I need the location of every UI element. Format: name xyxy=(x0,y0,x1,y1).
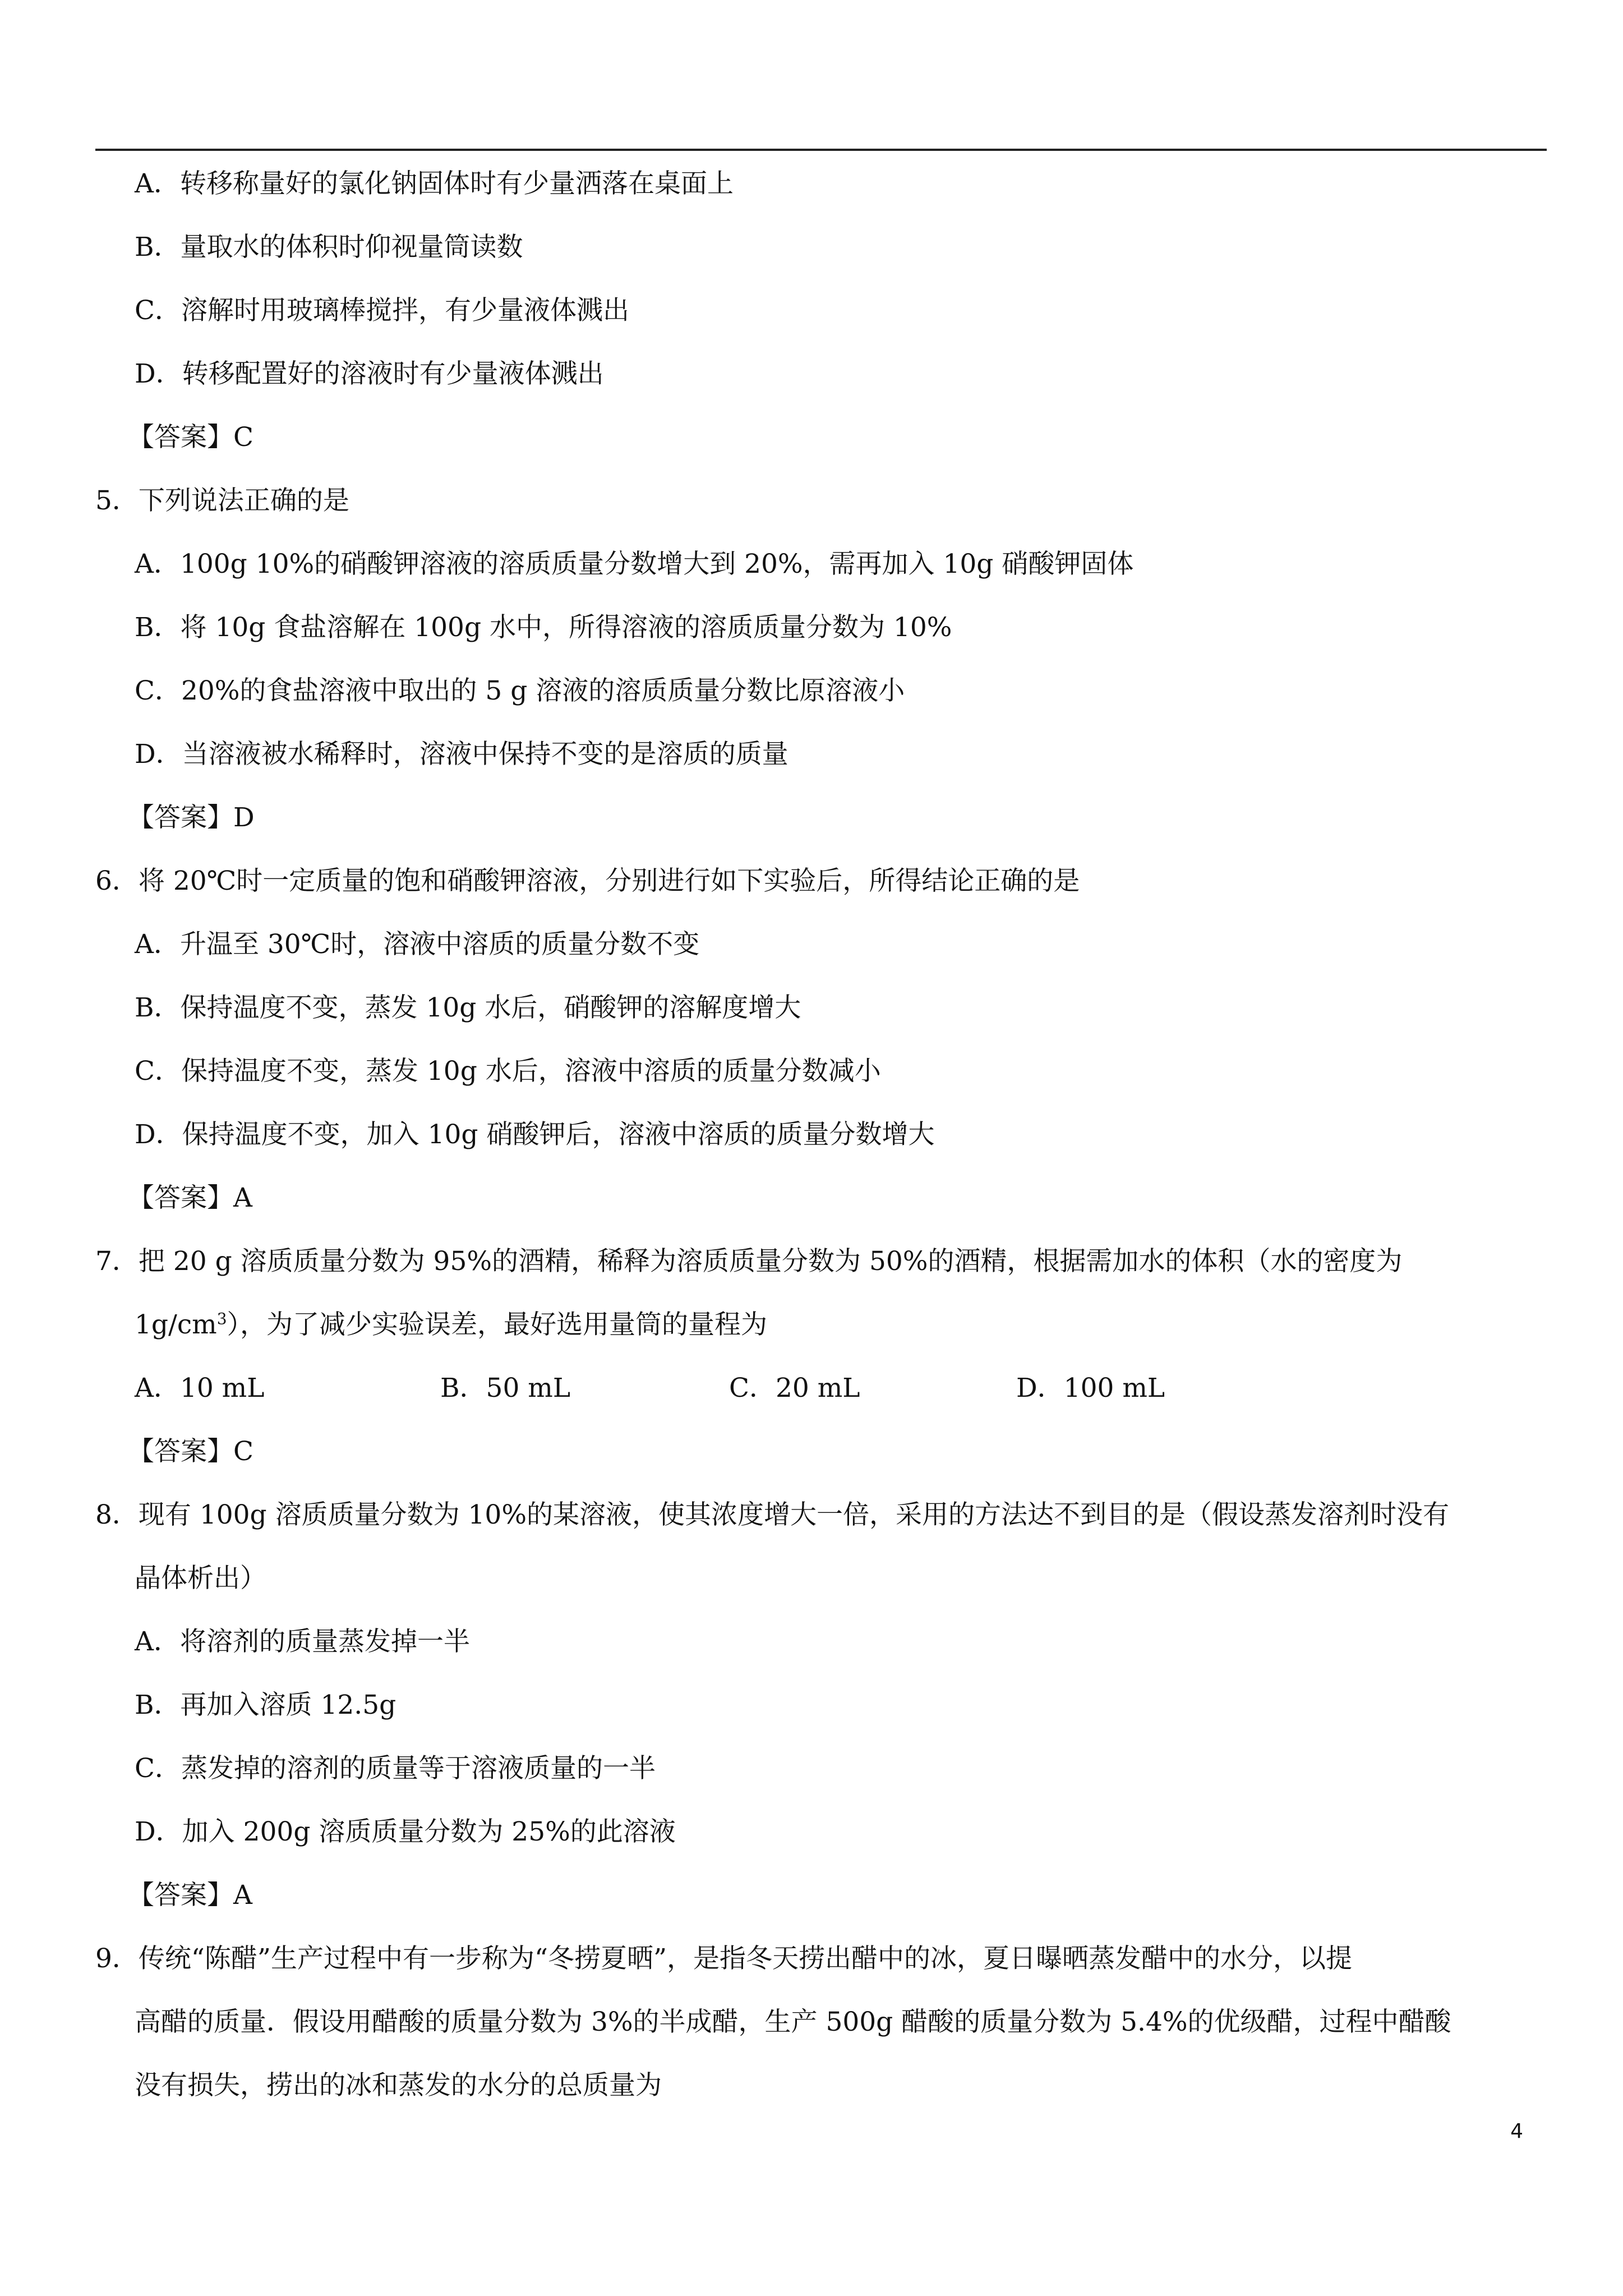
q8-stem-line2: 晶体析出） xyxy=(135,1563,266,1594)
q6-option-c: C．保持温度不变，蒸发 10g 水后，溶液中溶质的质量分数减小 xyxy=(135,1056,881,1087)
q9-stem-line3: 没有损失，捞出的冰和蒸发的水分的总质量为 xyxy=(135,2070,662,2101)
q8-answer: 【答案】A xyxy=(128,1880,252,1911)
q8-option-c: C．蒸发掉的溶剂的质量等于溶液质量的一半 xyxy=(135,1753,656,1784)
q7-stem-line2 xyxy=(135,1308,767,1342)
q9-stem-line1: 9．传统“陈醋”生产过程中有一步称为“冬捞夏晒”，是指冬天捞出醋中的冰，夏日曝晒蒸发醋中的水分，以提 xyxy=(95,1943,1353,1974)
q7-option-a: A．10 mL xyxy=(135,1373,265,1404)
q6-option-a: A．升温至 30℃时，溶液中溶质的质量分数不变 xyxy=(135,929,700,960)
q7-answer: 【答案】C xyxy=(128,1436,253,1467)
q7-stem-line2-post: ），为了减少实验误差，最好选用量筒的量程为 xyxy=(227,1309,768,1340)
q5-option-c: C．20%的食盐溶液中取出的 5 g 溶液的溶质质量分数比原溶液小 xyxy=(135,675,905,706)
q5-option-d: D．当溶液被水稀释时，溶液中保持不变的是溶质的质量 xyxy=(135,739,789,770)
q6-option-d: D．保持温度不变，加入 10g 硝酸钾后，溶液中溶质的质量分数增大 xyxy=(135,1119,935,1150)
q4-option-b: B．量取水的体积时仰视量筒读数 xyxy=(135,232,523,263)
q8-stem-line1: 8．现有 100g 溶质质量分数为 10%的某溶液，使其浓度增大一倍，采用的方法达不到目的是（假设蒸发溶剂时没有 xyxy=(95,1499,1449,1530)
q8-option-d: D．加入 200g 溶质质量分数为 25%的此溶液 xyxy=(135,1816,676,1847)
q7-option-d: D．100 mL xyxy=(1016,1373,1165,1404)
q4-option-d: D．转移配置好的溶液时有少量液体溅出 xyxy=(135,358,604,389)
q8-option-a: A．将溶剂的质量蒸发掉一半 xyxy=(135,1626,470,1657)
q4-option-a: A．转移称量好的氯化钠固体时有少量洒落在桌面上 xyxy=(135,168,734,199)
q5-stem: 5．下列说法正确的是 xyxy=(95,485,349,516)
header-rule xyxy=(95,149,1547,151)
q7-option-c: C．20 mL xyxy=(729,1373,860,1404)
page-number: 4 xyxy=(1510,2120,1523,2143)
q5-answer: 【答案】D xyxy=(128,802,255,833)
q7-stem-line1: 7．把 20 g 溶质质量分数为 95%的酒精，稀释为溶质质量分数为 50%的酒精，根据需加水的体积（水的密度为 xyxy=(95,1246,1403,1277)
q7-stem-superscript: 3 xyxy=(216,1309,227,1328)
q6-answer: 【答案】A xyxy=(128,1182,252,1213)
q5-option-b: B．将 10g 食盐溶解在 100g 水中，所得溶液的溶质质量分数为 10% xyxy=(135,612,952,643)
q6-option-b: B．保持温度不变，蒸发 10g 水后，硝酸钾的溶解度增大 xyxy=(135,992,801,1023)
q9-stem-line2: 高醋的质量．假设用醋酸的质量分数为 3%的半成醋，生产 500g 醋酸的质量分数为 5.4%的优级醋，过程中醋酸 xyxy=(135,2007,1451,2037)
q4-answer: 【答案】C xyxy=(128,422,253,453)
q4-option-c: C．溶解时用玻璃棒搅拌，有少量液体溅出 xyxy=(135,295,629,326)
q7-stem-line2-pre: 1g/cm xyxy=(135,1309,217,1340)
q5-option-a: A．100g 10%的硝酸钾溶液的溶质质量分数增大到 20%，需再加入 10g 硝酸钾固体 xyxy=(135,549,1134,579)
q6-stem: 6．将 20℃时一定质量的饱和硝酸钾溶液，分别进行如下实验后，所得结论正确的是 xyxy=(95,866,1080,896)
q7-option-b: B．50 mL xyxy=(440,1373,571,1404)
q8-option-b: B．再加入溶质 12.5g xyxy=(135,1690,396,1720)
